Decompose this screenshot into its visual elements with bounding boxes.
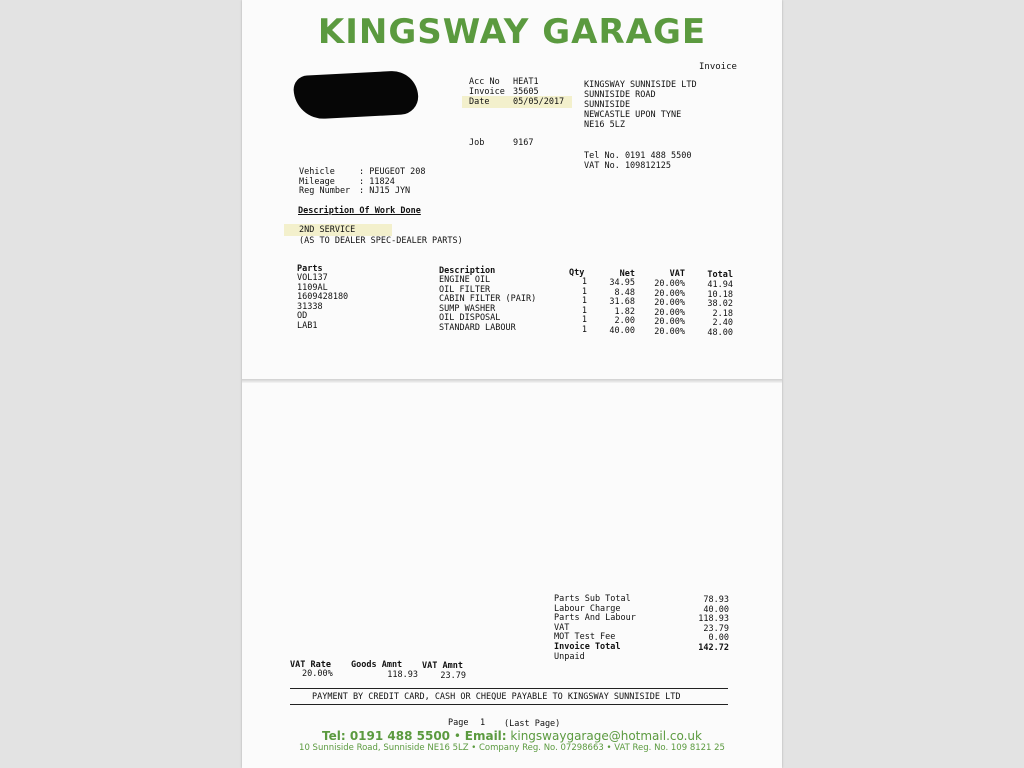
vat-header: VAT [669,269,685,279]
description-header: Description [439,266,496,276]
footer-contact [242,729,782,743]
totals-value: 78.93 [703,595,729,605]
date-label: Date [469,97,490,107]
job-label: Job [469,138,485,148]
acc-no-label: Acc No [469,77,500,87]
vehicle-value: : PEUGEOT 208 [359,167,426,177]
parts-column [297,274,348,332]
page-number: 1 [480,718,486,728]
mileage-value: : 11824 [359,177,395,187]
mileage-label: Mileage [299,177,335,187]
part-description: ENGINE OIL [439,275,491,285]
part-number: 1609428180 [297,292,349,303]
footer-registration [242,743,782,753]
description-column [439,276,536,334]
part-net: 34.95 [609,278,635,288]
goods-amount-value: 118.93 [387,670,418,680]
last-page-note: (Last Page) [504,719,561,729]
footer-address: 10 Sunniside Road, Sunniside NE16 5LZ [299,743,469,753]
qty-header: Qty [569,268,585,278]
part-qty: 1 [581,315,587,326]
invoice-no-label: Invoice [469,87,505,97]
totals-label: Parts Sub Total [554,594,631,604]
footer-separator: • [453,729,465,743]
reg-number-value: : NJ15 JYN [359,186,411,196]
part-total: 38.02 [707,299,733,310]
part-number: 31338 [297,301,323,312]
part-description: OIL FILTER [439,284,491,295]
company-line: KINGSWAY SUNNISIDE LTD [584,80,697,90]
document-type: Invoice [699,62,737,72]
totals-value: 23.79 [703,623,729,634]
invoice-page [242,0,782,768]
part-qty: 1 [581,305,587,316]
part-vat-rate: 20.00% [654,317,685,328]
totals-label: VAT [554,622,570,633]
footer-separator: • [471,743,479,753]
part-total: 10.18 [707,289,733,300]
totals-label: MOT Test Fee [554,632,616,643]
redacted-customer-address [293,70,419,120]
vat-column [642,280,685,338]
part-total: 2.18 [712,308,733,319]
part-description: OIL DISPOSAL [439,313,501,324]
company-line: NE16 5LZ [584,120,625,130]
part-qty: 1 [581,324,587,335]
part-total: 48.00 [707,327,733,338]
part-total: 41.94 [707,280,733,290]
date-value: 05/05/2017 [513,97,565,107]
company-line: NEWCASTLE UPON TYNE [584,110,682,120]
garage-logo: KINGSWAY GARAGE [317,12,707,52]
vat-rate-value: 20.00% [302,669,333,679]
totals-values [672,596,729,654]
payment-status: Unpaid [554,651,585,662]
part-vat-rate: 20.00% [654,326,685,337]
part-vat-rate: 20.00% [654,279,685,289]
part-description: STANDARD LABOUR [439,322,516,333]
part-net: 31.68 [609,297,635,308]
page-label: Page [448,718,469,728]
company-vat-no: VAT No. 109812125 [584,161,671,171]
part-number: 1109AL [297,282,328,293]
footer-email-label: Email: [464,729,507,743]
part-number: VOL137 [297,273,328,283]
company-line: SUNNISIDE [584,100,631,110]
acc-no-value: HEAT1 [513,77,539,87]
goods-amount-label: Goods Amnt [351,660,403,670]
part-vat-rate: 20.00% [654,307,685,318]
part-number: OD [297,311,308,322]
part-qty: 1 [581,296,587,307]
parts-header: Parts [297,264,323,274]
part-total: 2.40 [712,318,733,329]
footer-separator: • [606,743,615,753]
footer-email: kingswaygarage@hotmail.co.uk [510,729,702,743]
total-header: Total [707,270,733,280]
invoice-total-value: 142.72 [698,642,729,653]
totals-label: Labour Charge [554,603,621,614]
totals-value: 118.93 [698,614,729,625]
totals-value: 0.00 [708,633,729,644]
part-description: CABIN FILTER (PAIR) [439,294,537,305]
part-qty: 1 [581,286,587,297]
invoice-total-label: Invoice Total [554,641,621,652]
part-net: 2.00 [614,316,635,327]
paper-fold [242,379,782,383]
part-number: LAB1 [297,320,318,331]
part-vat-rate: 20.00% [654,298,685,309]
part-net: 40.00 [609,325,635,336]
work-line-2: (AS TO DEALER SPEC-DEALER PARTS) [299,236,463,246]
totals-labels [554,595,636,662]
part-qty: 1 [581,277,587,287]
part-net: 1.82 [614,306,635,317]
payment-note: PAYMENT BY CREDIT CARD, CASH OR CHEQUE PAYABLE TO KINGSWAY SUNNISIDE LTD [312,692,681,702]
totals-label: Parts And Labour [554,613,636,624]
work-line-1: 2ND SERVICE [299,225,356,235]
vat-rate-label: VAT Rate [290,660,331,670]
invoice-no-value: 35605 [513,87,539,97]
footer-company-reg: Company Reg. No. 07298663 [479,743,604,753]
part-vat-rate: 20.00% [654,288,685,299]
qty-column [572,278,587,336]
company-line: SUNNISIDE ROAD [584,90,656,100]
vehicle-label: Vehicle [299,167,335,177]
job-value: 9167 [513,138,534,148]
payment-note-top-rule [290,688,728,689]
net-header: Net [619,269,635,279]
work-done-heading: Description Of Work Done [298,206,421,216]
footer-vat-reg: VAT Reg. No. 109 8121 25 [614,743,725,753]
company-tel: Tel No. 0191 488 5500 [584,151,692,161]
net-column [592,279,635,337]
totals-value: 40.00 [703,604,729,615]
part-description: SUMP WASHER [439,303,496,314]
reg-number-label: Reg Number [299,186,351,196]
vat-amount-value: 23.79 [440,671,466,681]
footer-tel: Tel: 0191 488 5500 [322,729,451,743]
part-net: 8.48 [614,287,635,298]
vat-amount-label: VAT Amnt [422,661,463,671]
payment-note-bottom-rule [290,704,728,705]
total-column [690,281,733,339]
